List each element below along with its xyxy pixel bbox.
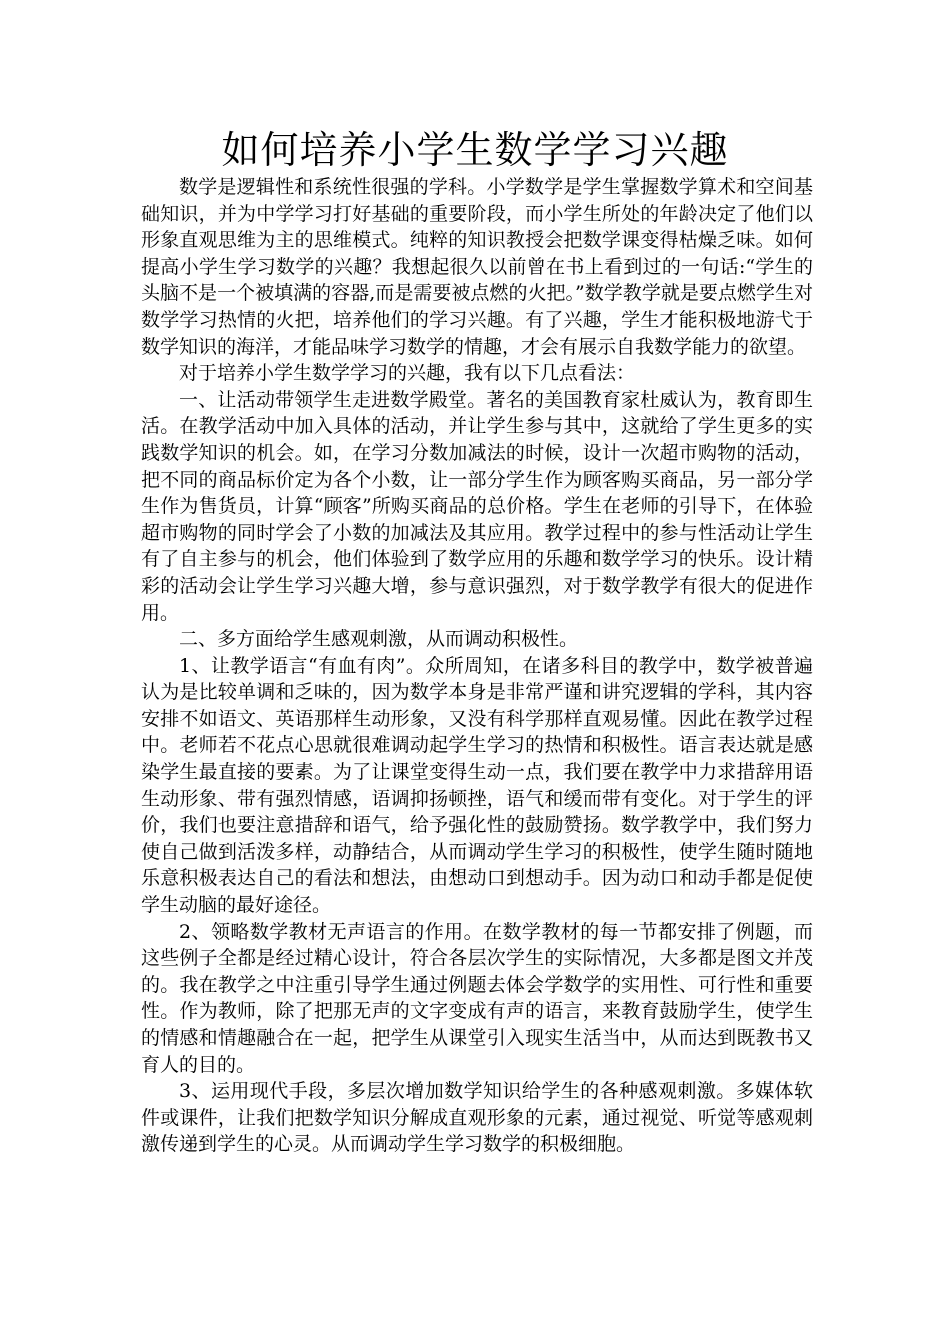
paragraph-section-two-heading: 二、多方面给学生感观刺激，从而调动积极性。 — [179, 628, 579, 651]
paragraph-point-two: 2、领略数学教材无声语言的作用。在数学教材的每一节都安排了例题，而这些例子全都是经过精心设计，符合各层次学生的实际情况，大多都是图文并茂的。我在教学之中注重引导学生通过例题去体会学数学的实用性、可行性和重要性。作为教师，除了把那无声的文字变成有声的语言，来教育鼓励学生，使学生的情感和情趣融合在一起，把学生从课堂引入现实生活当中，从而达到既教书又育人的目的。 — [141, 920, 813, 1076]
paragraph-intro: 数学是逻辑性和系统性很强的学科。小学数学是学生掌握数学算术和空间基础知识，并为中学学习打好基础的重要阶段，而小学生所处的年龄决定了他们以形象直观思维为主的思维模式。纯粹的知识教授会把数学课变得枯燥乏味。如何提高小学生学习数学的兴趣？我想起很久以前曾在书上看到过的一句话:“学生的头脑不是一个被填满的容器,而是需要被点燃的火把。”数学教学就是要点燃学生对数学学习热情的火把，培养他们的学习兴趣。有了兴趣，学生才能积极地游弋于数学知识的海洋，才能品味学习数学的情趣，才会有展示自我数学能力的欲望。 — [141, 176, 813, 358]
document-title: 如何培养小学生数学学习兴趣 — [221, 128, 729, 172]
paragraph-section-one: 一、让活动带领学生走进数学殿堂。著名的美国教育家杜威认为，教育即生活。在教学活动中加入具体的活动，并让学生参与其中，这就给了学生更多的实践数学知识的机会。如，在学习分数加减法的时候，设计一次超市购物的活动，把不同的商品标价定为各个小数，让一部分学生作为顾客购买商品，另一部分学生作为售货员，计算“顾客”所购买商品的总价格。学生在老师的引导下，在体验超市购物的同时学会了小数的加减法及其应用。教学过程中的参与性活动让学生有了自主参与的机会，他们体验到了数学应用的乐趣和数学学习的快乐。设计精彩的活动会让学生学习兴趣大增，参与意识强烈，对于数学教学有很大的促进作用。 — [141, 388, 813, 624]
paragraph-point-three: 3、运用现代手段，多层次增加数学知识给学生的各种感观刺激。多媒体软件或课件，让我们把数学知识分解成直观形象的元素，通过视觉、听觉等感观刺激传递到学生的心灵。从而调动学生学习数学的积极细胞。 — [141, 1080, 813, 1156]
paragraph-views: 对于培养小学生数学学习的兴趣，我有以下几点看法： — [179, 362, 636, 385]
document-body — [141, 174, 813, 1158]
paragraph-point-one: 1、让教学语言“有血有肉”。众所周知，在诸多科目的教学中，数学被普遍认为是比较单调和乏味的，因为数学本身是非常严谨和讲究逻辑的学科，其内容安排不如语文、英语那样生动形象，又没有科学那样直观易懂。因此在教学过程中。老师若不花点心思就很难调动起学生学习的热情和积极性。语言表达就是感染学生最直接的要素。为了让课堂变得生动一点，我们要在教学中力求措辞用语生动形象、带有强烈情感，语调抑扬顿挫，语气和缓而带有变化。对于学生的评价，我们也要注意措辞和语气，给予强化性的鼓励赞扬。数学教学中，我们努力使自己做到活泼多样，动静结合，从而调动学生学习的积极性，使学生随时随地乐意积极表达自己的看法和想法，由想动口到想动手。因为动口和动手都是促使学生动脑的最好途径。 — [141, 654, 813, 917]
